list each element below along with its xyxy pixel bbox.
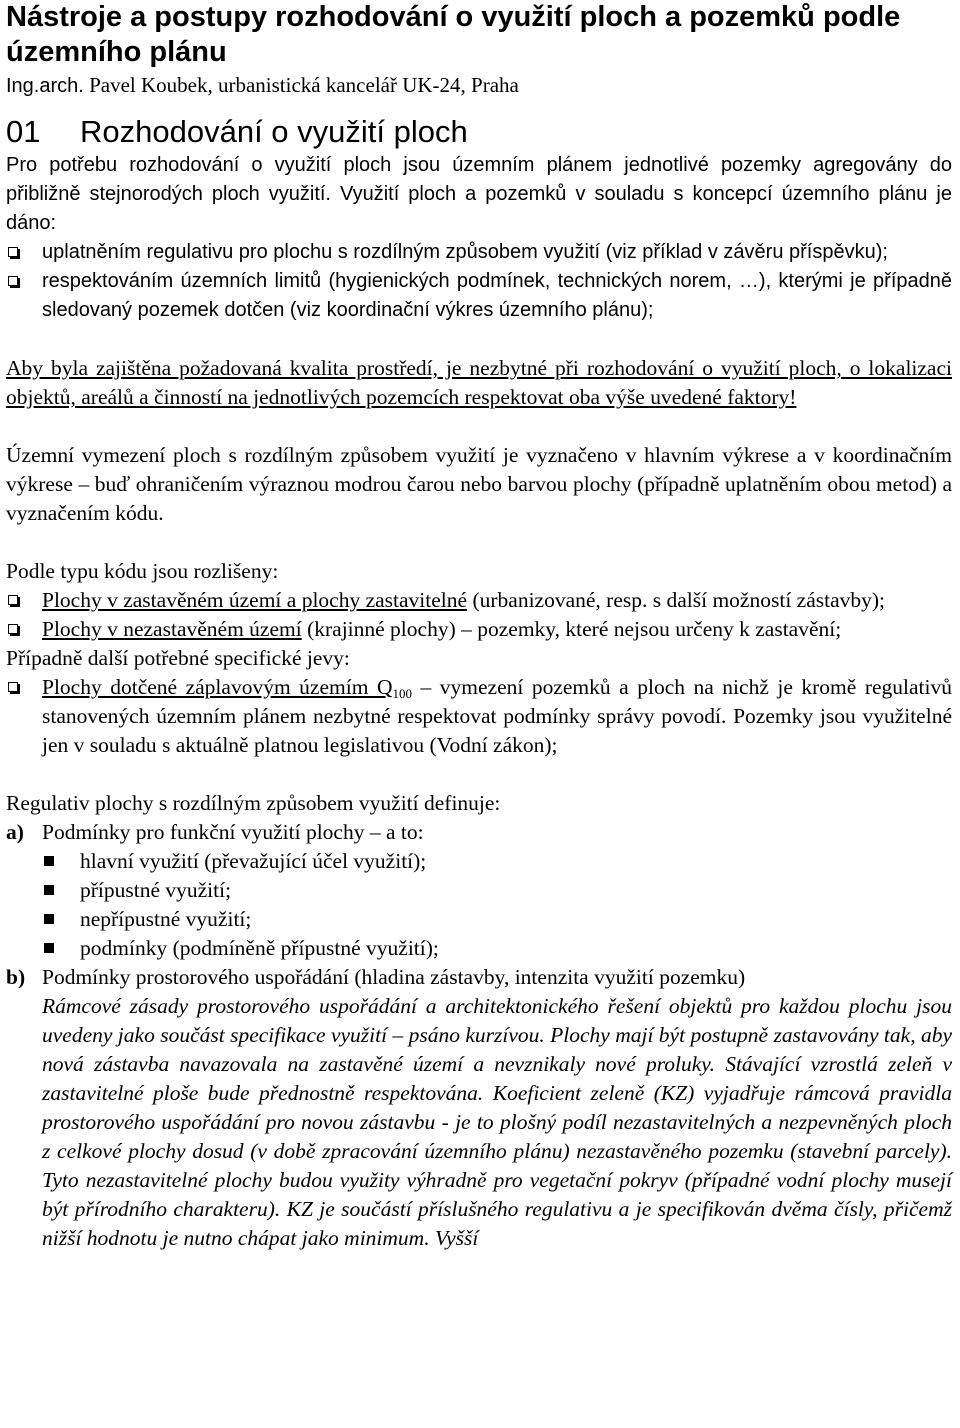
limits-list (6, 238, 952, 325)
list-item-text: podmínky (podmíněně přípustné využití); (80, 936, 439, 960)
list-item-text: (krajinné plochy) – pozemky, které nejsou určeny k zastavění; (301, 617, 842, 641)
item-a (6, 818, 952, 847)
list-item-underlined: Plochy v nezastavěném území (42, 617, 302, 641)
square-bullet-icon (44, 943, 54, 953)
a-sublist (6, 847, 952, 963)
checkbox-bullet-icon (8, 247, 18, 257)
q100-subscript: 100 (392, 686, 412, 701)
item-a-text: Podmínky pro funkční využití plochy – a to: (42, 820, 424, 844)
q100-label: Plochy dotčené záplavovým územím Q (42, 675, 393, 699)
document-title: Nástroje a postupy rozhodování o využití ploch a pozemků podle územního plánu (6, 1, 901, 68)
checkbox-bullet-icon (8, 595, 18, 605)
list-item (6, 905, 952, 934)
list-item (6, 673, 952, 760)
list-item-underlined (42, 675, 412, 699)
list-item-text: nepřípustné využití; (80, 907, 252, 931)
vymezeni-paragraph: Územní vymezení ploch s rozdílným způsobem využití je vyznačeno v hlavním výkrese a v koordinačním výkrese – buď ohraničením výraznou modrou čarou nebo barvou plochy (případně uplatněním obou metod) a vyznačením kódu. (6, 443, 952, 525)
author-line (6, 72, 952, 99)
square-bullet-icon (44, 856, 54, 866)
square-bullet-icon (44, 885, 54, 895)
list-item (6, 876, 952, 905)
checkbox-bullet-icon (8, 276, 18, 286)
list-item-text: – vymezení pozemků a ploch na nichž je kromě regulativů stanovených územním plánem nezbytné respektovat podmínky správy povodí. Pozemky jsou využitelné jen v souladu s aktuálně platnou legislativou (Vodní zákon); (42, 675, 952, 757)
item-b (6, 963, 952, 992)
list-item-text: uplatněním regulativu pro plochu s rozdílným způsobem využití (viz příklad v závěru příspěvku); (42, 241, 888, 263)
list-item (6, 267, 952, 325)
checkbox-bullet-icon (8, 682, 18, 692)
warning-paragraph: Aby byla zajištěna požadovaná kvalita prostředí, je nezbytné při rozhodování o využití ploch, o lokalizaci objektů, areálů a činností na jednotlivých pozemcích respektovat oba výše uvedené faktory! (6, 356, 952, 409)
document-page (6, 0, 952, 1253)
checkbox-bullet-icon (8, 624, 18, 634)
item-a-label: a) (6, 820, 24, 844)
regulativ-intro: Regulativ plochy s rozdílným způsobem využití definuje: (6, 791, 501, 815)
typ-list (6, 586, 952, 644)
list-item (6, 615, 952, 644)
list-item-text: hlavní využití (převažující účel využití); (80, 849, 427, 873)
typ-intro: Podle typu kódu jsou rozlišeny: (6, 559, 279, 583)
list-item-text: (urbanizované, resp. s další možností zástavby); (467, 588, 886, 612)
section-heading (6, 113, 952, 151)
list-item (6, 847, 952, 876)
list-item (6, 934, 952, 963)
item-b-label: b) (6, 965, 26, 989)
list-item-text: přípustné využití; (80, 878, 232, 902)
section-title: Rozhodování o využití ploch (80, 114, 468, 149)
item-b-italic-paragraph: Rámcové zásady prostorového uspořádání a architektonického řešení objektů pro každou plochu jsou uvedeny jako součást specifikace využití – psáno kurzívou. Plochy mají být postupně zastavovány tak, aby nová zástavba navazovala na zastavěné území a nevznikaly nové proluky. Stávající vzrostlá zeleň v zastavitelné ploše bude přednostně respektována. Koeficient zeleně (KZ) vyjadřuje rámcová pravidla prostorového uspořádání pro novou zástavbu - je to plošný podíl nezastavitelných a nezpevněných ploch z celkové plochy dosud (v době zpracování územního plánu) nezastavěného pozemku (stavební parcely). Tyto nezastavitelné plochy budou využity výhradně pro vegetační pokryv (případné vodní plochy musejí být přírodního charakteru). KZ je součástí příslušného regulativu a je specifikován dvěma čísly, přičemž nižší hodnotu je nutno chápat jako minimum. Vyšší (42, 994, 952, 1250)
author-name: Pavel Koubek, urbanistická kancelář UK-24, Praha (83, 73, 519, 97)
specific-list (6, 673, 952, 760)
intro-paragraph: Pro potřebu rozhodování o využití ploch jsou územním plánem jednotlivé pozemky agregovány do přibližně stejnorodých ploch využití. Využití ploch a pozemků v souladu s koncepcí územního plánu je dáno: (6, 154, 952, 234)
list-item-text: respektováním územních limitů (hygienických podmínek, technických norem, …), kterými je případně sledovaný pozemek dotčen (viz koordinační výkres územního plánu); (42, 270, 952, 321)
dalsi-intro: Případně další potřebné specifické jevy: (6, 646, 350, 670)
section-number: 01 (6, 114, 41, 149)
list-item (6, 238, 952, 267)
list-item (6, 586, 952, 615)
list-item-underlined: Plochy v zastavěném území a plochy zastavitelné (42, 588, 468, 612)
author-degree: Ing.arch. (6, 75, 84, 97)
item-b-text: Podmínky prostorového uspořádání (hladina zástavby, intenzita využití pozemku) (42, 965, 746, 989)
square-bullet-icon (44, 914, 54, 924)
